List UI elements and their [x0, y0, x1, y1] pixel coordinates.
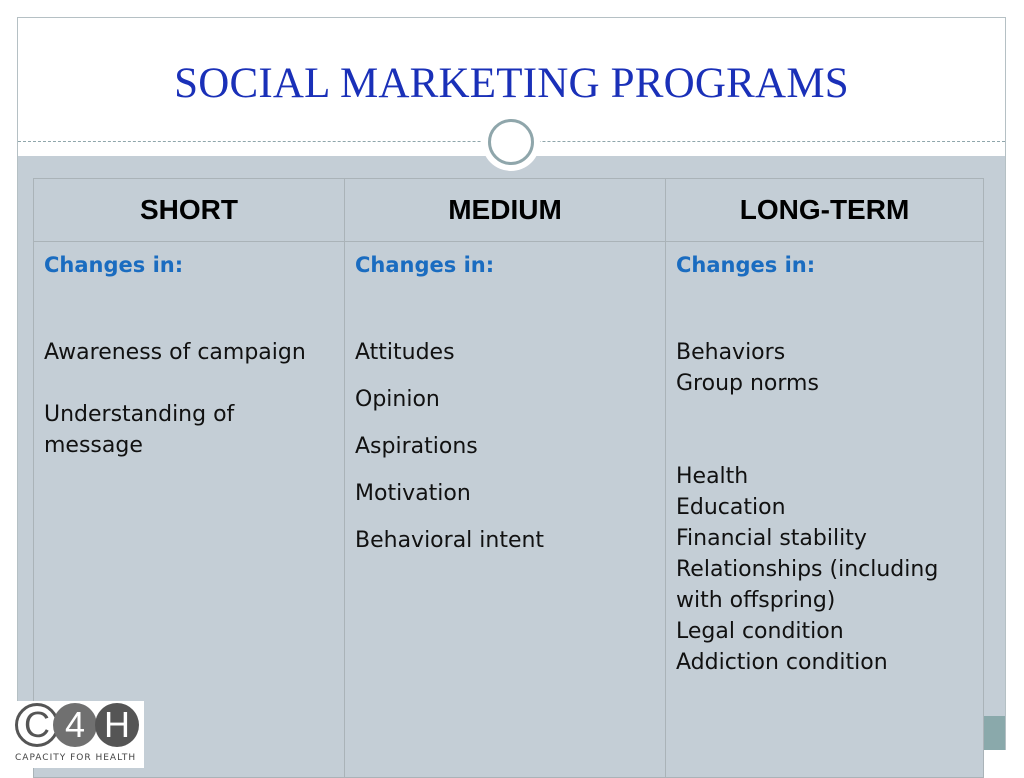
logo-letter-c: C — [15, 703, 59, 747]
logo-tagline: CAPACITY FOR HEALTH — [15, 753, 137, 763]
list-item: Legal condition — [676, 619, 844, 645]
table-row — [34, 242, 984, 778]
long-term-cell — [666, 242, 984, 778]
list-item: Relationships (including with offspring) — [676, 557, 939, 614]
spacer — [676, 399, 973, 461]
list-item: Awareness of campaign — [44, 340, 306, 366]
list-item: Aspirations — [355, 434, 478, 460]
changes-heading: Changes in: — [44, 253, 184, 277]
list-item: Motivation — [355, 481, 471, 507]
list-item: Health — [676, 464, 749, 490]
changes-heading: Changes in: — [355, 253, 495, 277]
list-item: Understanding of message — [44, 402, 235, 459]
changes-heading: Changes in: — [676, 253, 816, 277]
list-item: Education — [676, 495, 786, 521]
list-item: Financial stability — [676, 526, 867, 552]
medium-cell — [345, 242, 666, 778]
list-item: Behaviors — [676, 340, 786, 366]
programs-table — [33, 178, 984, 778]
header-long-term: LONG-TERM — [666, 179, 984, 242]
list-item: Attitudes — [355, 340, 455, 366]
slide-title: SOCIAL MARKETING PROGRAMS — [174, 60, 849, 107]
circle-ornament-ring — [488, 119, 534, 165]
header-medium: MEDIUM — [345, 179, 666, 242]
list-item: Behavioral intent — [355, 528, 545, 554]
logo-letter-h: H — [95, 703, 139, 747]
short-cell — [34, 242, 345, 778]
logo-letter-4: 4 — [53, 703, 97, 747]
table-header-row — [34, 179, 984, 242]
list-item: Group norms — [676, 371, 819, 397]
header-short: SHORT — [34, 179, 345, 242]
c4h-logo — [13, 701, 144, 768]
list-item: Addiction condition — [676, 650, 888, 676]
list-item: Opinion — [355, 387, 440, 413]
